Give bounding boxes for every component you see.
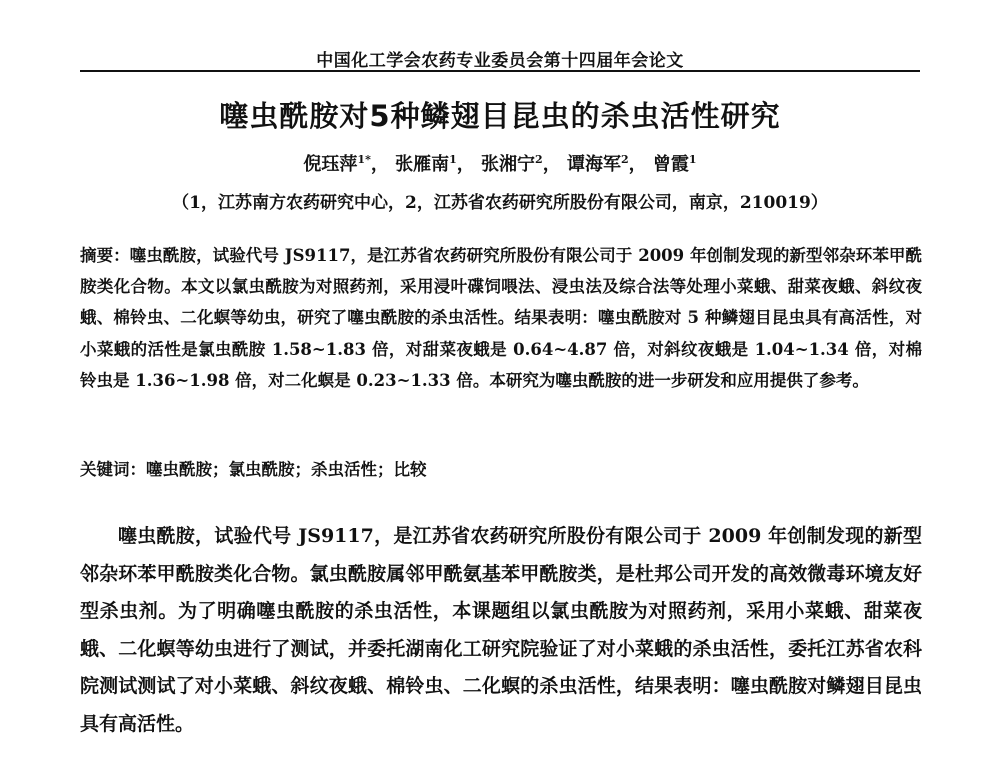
abstract [80,240,922,396]
header-rule [80,70,920,72]
keywords-label: 关键词： [80,460,146,479]
abstract-text: 噻虫酰胺，试验代号 JS9117，是江苏省农药研究所股份有限公司于 2009 年创制发现的新型邻杂环苯甲酰胺类化合物。本文以氯虫酰胺为对照药剂，采用浸叶碟饲喂法、浸虫法及综合法等处理小菜蛾、甜菜夜蛾、斜纹夜蛾、棉铃虫、二化螟等幼虫，研究了噻虫酰胺的杀虫活性。结果表明：噻虫酰胺对 5 种鳞翅目昆虫具有高活性，对小菜蛾的活性是氯虫酰胺 1.58~1.83 倍，对甜菜夜蛾是 0.64~4.87 倍，对斜纹夜蛾是 1.04~1.34 倍，对棉铃虫是 1.36~1.98 倍，对二化螟是 0.23~1.33 倍。本研究为噻虫酰胺的进一步研发和应用提供了参考。 [80,246,922,390]
abstract-label: 摘要： [80,246,130,265]
keywords [80,456,922,484]
author-affil-mark: 1* [357,153,371,166]
author-name: 倪珏萍 [303,154,358,175]
running-header: 中国化工学会农药专业委员会第十四届年会论文 [316,51,684,71]
body-paragraph: 噻虫酰胺，试验代号 JS9117，是江苏省农药研究所股份有限公司于 2009 年创制发现的新型邻杂环苯甲酰胺类化合物。氯虫酰胺属邻甲酰氨基苯甲酰胺类，是杜邦公司开发的高效微毒环境友好型杀虫剂。为了明确噻虫酰胺的杀虫活性，本课题组以氯虫酰胺为对照药剂，采用小菜蛾、甜菜夜蛾、二化螟等幼虫进行了测试，并委托湖南化工研究院验证了对小菜蛾的杀虫活性，委托江苏省农科院测试测试了对小菜蛾、斜纹夜蛾、棉铃虫、二化螟的杀虫活性，结果表明：噻虫酰胺对鳞翅目昆虫具有高活性。 [80,525,922,735]
author-affil-mark: 2 [620,153,629,166]
affiliation: （1，江苏南方农药研究中心，2，江苏省农药研究所股份有限公司，南京，210019） [172,193,828,213]
author-name: 谭海军 [566,154,621,175]
author-affil-mark: 2 [535,153,543,166]
keywords-text: 噻虫酰胺；氯虫酰胺；杀虫活性；比较 [146,460,427,479]
author-name: 曾霞 [652,154,689,175]
author-affil-mark: 1 [688,153,697,166]
author-list: 倪珏萍$^{1*}$， 张雁南$^1$， 张湘宁$^2$， 谭海军$^2$， 曾霞$^1$ [303,153,697,175]
author-name: 张湘宁 [481,154,536,175]
paper-title: 噻虫酰胺对5种鳞翅目昆虫的杀虫活性研究 [219,99,781,133]
author-name: 张雁南 [395,154,450,175]
author-affil-mark: 1 [449,153,457,166]
